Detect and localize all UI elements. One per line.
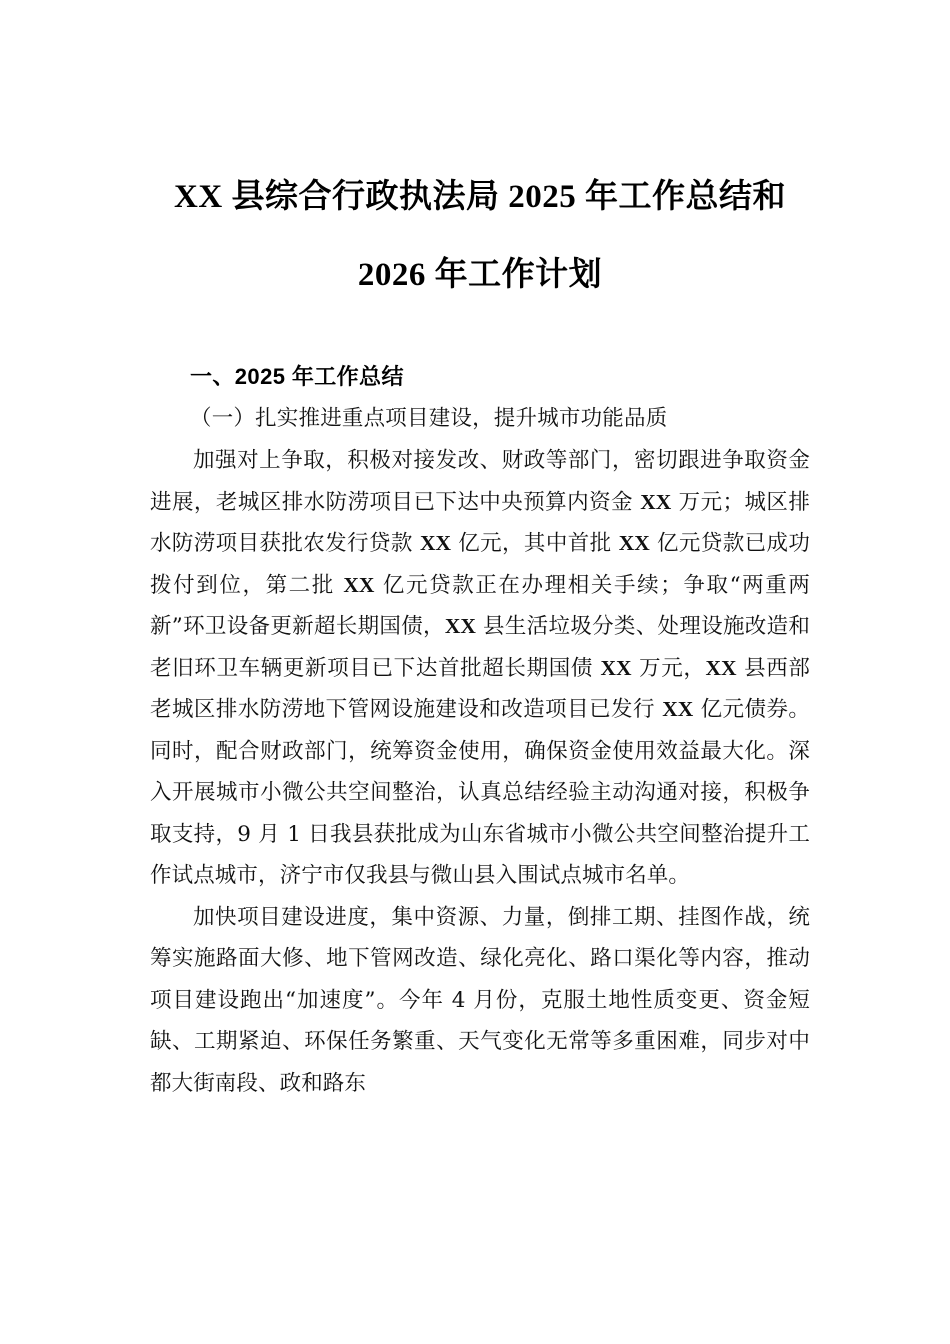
redacted-value-placeholder: XX	[444, 614, 476, 638]
title-line-1: XX 县综合行政执法局 2025 年工作总结和	[174, 179, 786, 215]
document-content	[150, 0, 810, 1104]
redacted-value-placeholder: XX	[618, 531, 650, 555]
title-line-2: 2026 年工作计划	[357, 257, 603, 293]
redacted-value-placeholder: XX	[600, 655, 632, 680]
redacted-value-placeholder: XX	[662, 697, 694, 721]
redacted-value-placeholder: XX	[640, 489, 672, 514]
body-paragraph-2: 加快项目建设进度，集中资源、力量，倒排工期、挂图作战，统筹实施路面大修、地下管网改造、绿化亮化、路口渠化等内容，推动项目建设跑出“加速度”。今年 4 月份，克服土地性质变更、资金短缺、工期紧迫、环保任务繁重、天气变化无常等多重困难，同步对中都大街南段、政和路东	[150, 904, 810, 1096]
redacted-value-placeholder: XX	[343, 572, 375, 597]
redacted-value-placeholder: XX	[419, 531, 452, 555]
sub-heading: （一）扎实推进重点项目建设，提升城市功能品质	[190, 406, 668, 431]
body-paragraph-1: 加强对上争取，积极对接发改、财政等部门，密切跟进争取资金进展，老城区排水防涝项目已下达中央预算内资金 XX 万元；城区排水防涝项目获批农发行贷款 XX 亿元，其中首批 XX 亿元贷款已成功拨付到位，第二批 XX 亿元贷款正在办理相关手续；争取“两重两新”环卫设备更新超长期国债，XX 县生活垃圾分类、处理设施改造和老旧环卫车辆更新项目已下达首批超长期国债 XX 万元，XX 县西部老城区排水防涝地下管网设施建设和改造项目已发行 XX 亿元债券。同时，配合财政部门，统筹资金使用，确保资金使用效益最大化。深入开展城市小微公共空间整治，认真总结经验主动沟通对接，积极争取支持，9 月 1 日我县获批成为山东省城市小微公共空间整治提升工作试点城市，济宁市仅我县与微山县入围试点城市名单。	[150, 448, 810, 888]
redacted-value-placeholder: XX	[705, 655, 737, 680]
page-title	[150, 0, 810, 314]
section-heading: 一、2025 年工作总结	[190, 364, 404, 389]
